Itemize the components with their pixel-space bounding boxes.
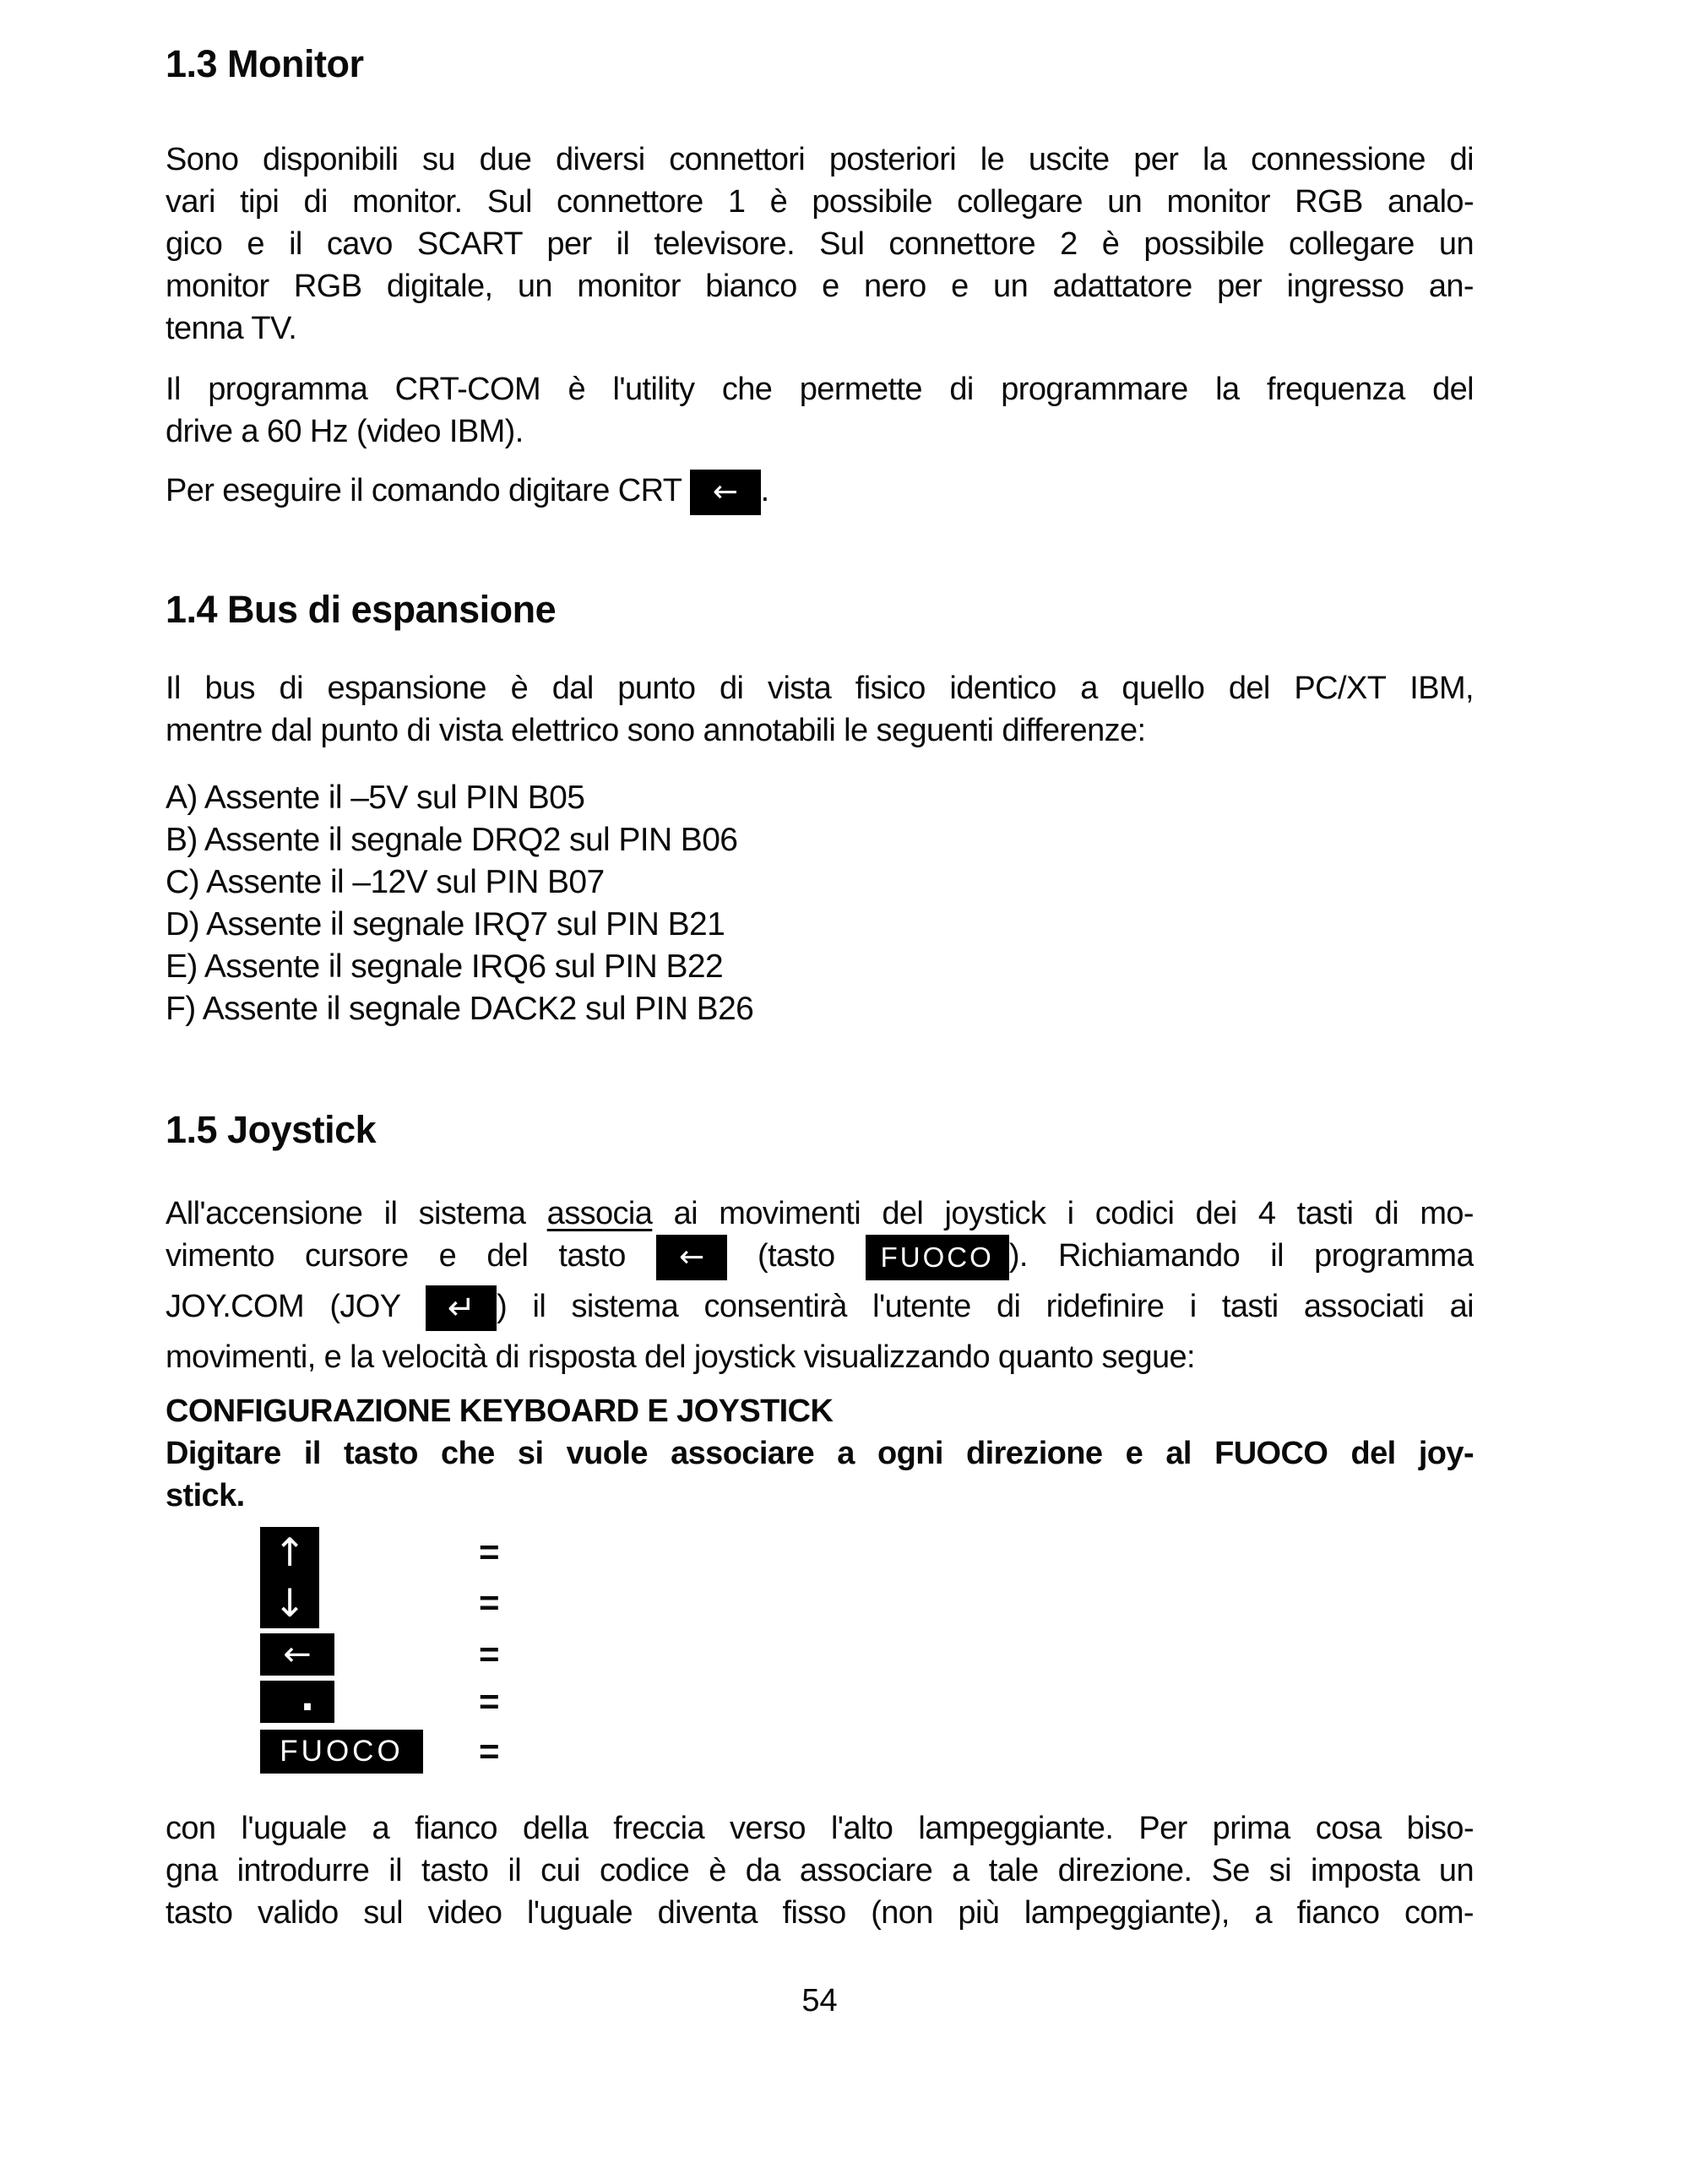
text-segment: ). Richiamando il programma <box>1008 1238 1474 1274</box>
paragraph-joystick <box>166 1193 1474 1378</box>
list-item: B) Assente il segnale DRQ2 sul PIN B06 <box>166 822 738 858</box>
fuoco-key-icon: FUOCO <box>260 1730 423 1774</box>
command-line <box>166 466 1474 515</box>
list-item: A) Assente il –5V sul PIN B05 <box>166 780 585 816</box>
return-key-icon <box>426 1285 497 1331</box>
list-item: C) Assente il –12V sul PIN B07 <box>166 864 605 900</box>
text-segment: Per eseguire il comando digitare CRT <box>166 473 690 508</box>
equals-sign: = <box>479 1731 500 1771</box>
text-line <box>166 1235 1474 1285</box>
text-line: drive a 60 Hz (video IBM). <box>166 414 524 449</box>
config-instruction-line: stick. <box>166 1478 245 1513</box>
text-line: gico e il cavo SCART per il televisore. Sul connettore 2 è possibile collegare un <box>166 226 1474 262</box>
paragraph-monitor-2 <box>166 368 1474 453</box>
text-segment: All'accensione il sistema <box>166 1196 547 1231</box>
paragraph-bus <box>166 667 1474 752</box>
left-arrow-key-icon: ← <box>260 1633 334 1676</box>
section-heading-1-4: 1.4 Bus di espansione <box>166 588 557 631</box>
page-content <box>166 42 1474 1934</box>
text-line: tenna TV. <box>166 311 297 346</box>
text-segment: ai movimenti del joystick i codici dei 4 tasti di mo- <box>652 1196 1474 1231</box>
text-line: vari tipi di monitor. Sul connettore 1 è possibile collegare un monitor RGB analo- <box>166 184 1474 220</box>
text-line: mentre dal punto di vista elettrico sono annotabili le seguenti differenze: <box>166 713 1146 748</box>
text-line: movimenti, e la velocità di risposta del joystick visualizzando quanto segue: <box>166 1339 1196 1375</box>
text-line: gna introdurre il tasto il cui codice è da associare a tale direzione. Se si imposta un <box>166 1853 1474 1888</box>
return-key-glyph: ↵ <box>447 1289 475 1328</box>
page-number: 54 <box>801 1983 838 2018</box>
section-heading-1-5: 1.5 Joystick <box>166 1108 377 1151</box>
key-mapping-row <box>260 1578 1474 1628</box>
text-segment: . <box>760 473 769 508</box>
key-mapping-row <box>260 1730 1474 1774</box>
key-mapping-row <box>260 1681 1474 1729</box>
text-line: tasto valido sul video l'uguale diventa fisso (non più lampeggiante), a fianco com- <box>166 1895 1474 1931</box>
enter-key-glyph: ← <box>679 1240 704 1274</box>
enter-key-glyph: ← <box>712 474 738 509</box>
section-heading-1-3: 1.3 Monitor <box>166 42 364 85</box>
enter-key-icon <box>690 470 761 515</box>
text-line: Il programma CRT-COM è l'utility che permette di programmare la frequenza del <box>166 372 1474 407</box>
list-item: D) Assente il segnale IRQ7 sul PIN B21 <box>166 906 725 943</box>
up-arrow-key-icon: ↑ <box>260 1527 319 1578</box>
text-line: monitor RGB digitale, un monitor bianco e nero e un adattatore per ingresso an- <box>166 269 1474 304</box>
config-title: CONFIGURAZIONE KEYBOARD E JOYSTICK <box>166 1394 834 1429</box>
list-item: E) Assente il segnale IRQ6 sul PIN B22 <box>166 948 724 985</box>
bus-differences-list <box>166 777 1474 1030</box>
text-line <box>166 1285 1474 1336</box>
key-mapping-table <box>260 1527 1474 1774</box>
equals-sign: = <box>479 1634 500 1674</box>
text-line: Sono disponibili su due diversi connettori posteriori le uscite per la connessione di <box>166 142 1474 177</box>
text-line: con l'uguale a fianco della freccia verso l'alto lampeggiante. Per prima cosa biso- <box>166 1811 1474 1846</box>
equals-sign: = <box>479 1532 500 1572</box>
paragraph-monitor-1 <box>166 139 1474 350</box>
text-line: Il bus di espansione è dal punto di vista fisico identico a quello del PC/XT IBM, <box>166 671 1474 706</box>
text-segment: vimento cursore e del tasto <box>166 1238 656 1274</box>
config-instruction-line: Digitare il tasto che si vuole associare a ogni direzione e al FUOCO del joy- <box>166 1436 1474 1471</box>
key-mapping-row <box>260 1527 1474 1578</box>
text-segment: JOY.COM (JOY <box>166 1289 426 1325</box>
text-segment: (tasto <box>726 1238 866 1274</box>
right-dot-key-icon <box>260 1681 334 1729</box>
equals-sign: = <box>479 1583 500 1622</box>
dot-glyph: · <box>300 1685 315 1729</box>
list-item: F) Assente il segnale DACK2 sul PIN B26 <box>166 991 754 1027</box>
text-line <box>166 1193 1474 1235</box>
paragraph-closing <box>166 1807 1474 1934</box>
fuoco-key-icon: FUOCO <box>866 1235 1009 1280</box>
underlined-word: associa <box>546 1196 653 1231</box>
key-mapping-row <box>260 1633 1474 1676</box>
enter-key-icon <box>656 1235 727 1280</box>
text-segment: ) il sistema consentirà l'utente di ridefinire i tasti associati ai <box>497 1289 1474 1325</box>
equals-sign: = <box>479 1681 500 1721</box>
down-arrow-key-icon: ↓ <box>260 1578 319 1628</box>
